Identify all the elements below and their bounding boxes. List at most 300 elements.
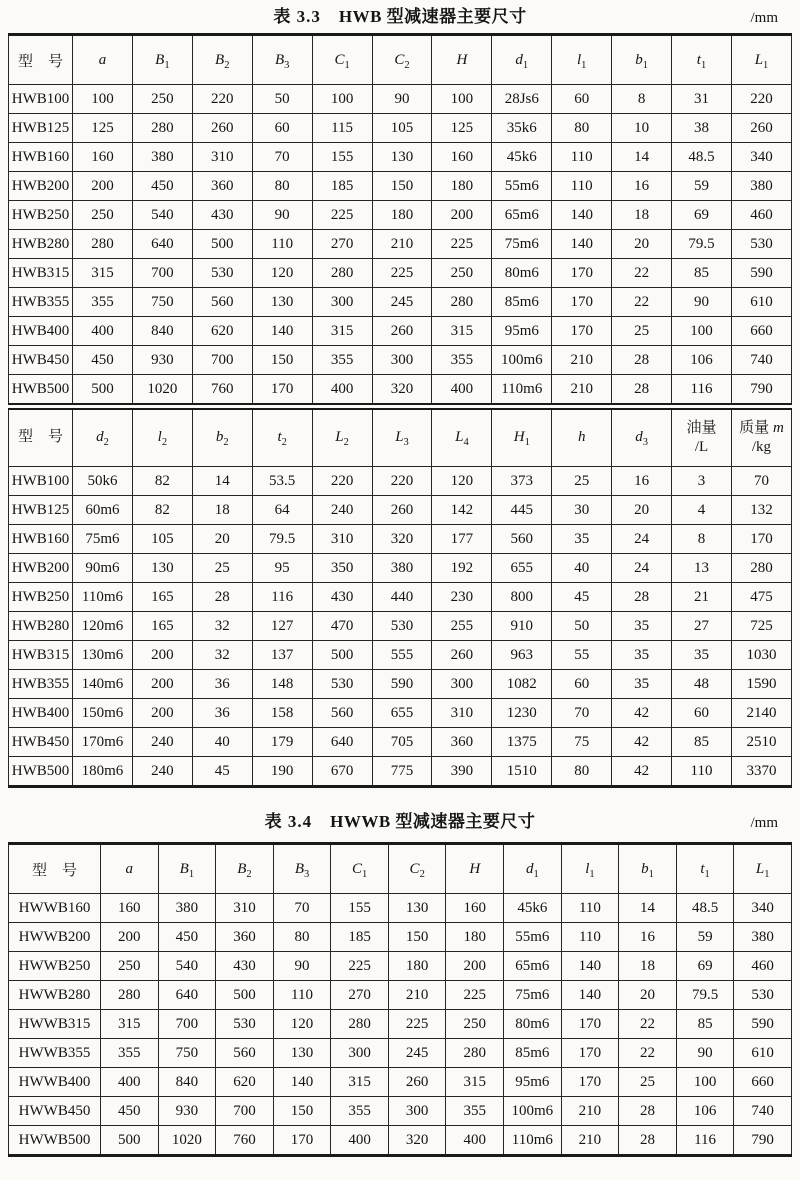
model-cell: HWB280 [9, 230, 73, 259]
value-cell: 200 [432, 201, 492, 230]
value-cell: 750 [158, 1039, 216, 1068]
value-cell: 640 [312, 728, 372, 757]
value-cell: 20 [612, 496, 672, 525]
value-cell: 90 [372, 85, 432, 114]
table-hwwb-dimensions [8, 842, 792, 1157]
value-cell: 380 [158, 894, 216, 923]
value-cell: 60 [672, 699, 732, 728]
value-cell: 400 [446, 1126, 504, 1156]
value-cell: 116 [676, 1126, 734, 1156]
value-cell: 450 [158, 923, 216, 952]
value-cell: 110 [561, 923, 619, 952]
column-header: $d_2$ [73, 407, 133, 467]
table-row [9, 525, 792, 554]
value-cell: 140 [252, 317, 312, 346]
value-cell: 28 [612, 375, 672, 407]
value-cell: 22 [612, 288, 672, 317]
value-cell: 210 [561, 1126, 619, 1156]
table-row [9, 894, 792, 923]
value-cell: 230 [432, 583, 492, 612]
value-cell: 2510 [731, 728, 791, 757]
value-cell: 475 [731, 583, 791, 612]
model-cell: HWB500 [9, 375, 73, 407]
value-cell: 530 [192, 259, 252, 288]
value-cell: 170 [731, 525, 791, 554]
value-cell: 280 [731, 554, 791, 583]
table-row [9, 699, 792, 728]
value-cell: 106 [672, 346, 732, 375]
value-cell: 21 [672, 583, 732, 612]
value-cell: 380 [731, 172, 791, 201]
value-cell: 210 [552, 346, 612, 375]
value-cell: 320 [388, 1126, 446, 1156]
value-cell: 42 [612, 728, 672, 757]
value-cell: 85m6 [504, 1039, 562, 1068]
value-cell: 45k6 [504, 894, 562, 923]
column-header: $b_1$ [619, 844, 677, 894]
table-row [9, 496, 792, 525]
value-cell: 85 [676, 1010, 734, 1039]
header-row [9, 35, 792, 85]
value-cell: 60 [552, 85, 612, 114]
value-cell: 200 [73, 172, 133, 201]
value-cell: 170 [561, 1010, 619, 1039]
value-cell: 80 [552, 114, 612, 143]
column-header: $H_1$ [492, 407, 552, 467]
value-cell: 280 [101, 981, 159, 1010]
model-cell: HWB355 [9, 670, 73, 699]
value-cell: 315 [101, 1010, 159, 1039]
value-cell: 25 [619, 1068, 677, 1097]
value-cell: 620 [192, 317, 252, 346]
value-cell: 760 [192, 375, 252, 407]
value-cell: 150 [388, 923, 446, 952]
value-cell: 160 [432, 143, 492, 172]
value-cell: 1020 [132, 375, 192, 407]
table-row [9, 85, 792, 114]
model-cell: HWB200 [9, 554, 73, 583]
header-row [9, 844, 792, 894]
value-cell: 100 [432, 85, 492, 114]
value-cell: 220 [372, 467, 432, 496]
value-cell: 150 [252, 346, 312, 375]
column-header: $b_1$ [612, 35, 672, 85]
value-cell: 200 [132, 641, 192, 670]
value-cell: 225 [312, 201, 372, 230]
value-cell: 125 [73, 114, 133, 143]
value-cell: 35 [612, 670, 672, 699]
value-cell: 430 [312, 583, 372, 612]
model-cell: HWB250 [9, 583, 73, 612]
value-cell: 60m6 [73, 496, 133, 525]
value-cell: 69 [672, 201, 732, 230]
value-cell: 380 [734, 923, 792, 952]
column-header: $C_1$ [331, 844, 389, 894]
value-cell: 725 [731, 612, 791, 641]
table-row [9, 346, 792, 375]
value-cell: 32 [192, 641, 252, 670]
value-cell: 315 [446, 1068, 504, 1097]
value-cell: 300 [331, 1039, 389, 1068]
value-cell: 800 [492, 583, 552, 612]
model-cell: HWWB280 [9, 981, 101, 1010]
value-cell: 120 [432, 467, 492, 496]
value-cell: 70 [252, 143, 312, 172]
value-cell: 315 [331, 1068, 389, 1097]
value-cell: 79.5 [676, 981, 734, 1010]
value-cell: 70 [273, 894, 331, 923]
column-header: $C_2$ [388, 844, 446, 894]
table-row [9, 757, 792, 787]
table-hwb-dimensions [8, 33, 792, 788]
value-cell: 1082 [492, 670, 552, 699]
value-cell: 14 [192, 467, 252, 496]
value-cell: 300 [312, 288, 372, 317]
table-row [9, 172, 792, 201]
value-cell: 225 [372, 259, 432, 288]
value-cell: 700 [216, 1097, 274, 1126]
value-cell: 65m6 [492, 201, 552, 230]
value-cell: 42 [612, 757, 672, 787]
value-cell: 36 [192, 699, 252, 728]
value-cell: 82 [132, 467, 192, 496]
value-cell: 355 [73, 288, 133, 317]
value-cell: 530 [372, 612, 432, 641]
value-cell: 170 [552, 317, 612, 346]
value-cell: 140 [561, 952, 619, 981]
table-row [9, 317, 792, 346]
value-cell: 35 [552, 525, 612, 554]
value-cell: 28Js6 [492, 85, 552, 114]
value-cell: 28 [619, 1097, 677, 1126]
model-cell: HWWB500 [9, 1126, 101, 1156]
value-cell: 31 [672, 85, 732, 114]
value-cell: 280 [331, 1010, 389, 1039]
model-cell: HWB315 [9, 641, 73, 670]
value-cell: 45k6 [492, 143, 552, 172]
value-cell: 106 [676, 1097, 734, 1126]
value-cell: 250 [432, 259, 492, 288]
value-cell: 400 [432, 375, 492, 407]
value-cell: 40 [192, 728, 252, 757]
table-row [9, 375, 792, 407]
value-cell: 140m6 [73, 670, 133, 699]
value-cell: 120 [273, 1010, 331, 1039]
value-cell: 240 [312, 496, 372, 525]
value-cell: 110 [552, 143, 612, 172]
value-cell: 100m6 [504, 1097, 562, 1126]
column-header: $B_3$ [252, 35, 312, 85]
value-cell: 400 [73, 317, 133, 346]
value-cell: 655 [372, 699, 432, 728]
value-cell: 35 [672, 641, 732, 670]
value-cell: 90 [252, 201, 312, 230]
column-header: a [101, 844, 159, 894]
column-header: 型 号 [9, 35, 73, 85]
value-cell: 360 [216, 923, 274, 952]
value-cell: 430 [192, 201, 252, 230]
column-header: $l_1$ [552, 35, 612, 85]
value-cell: 250 [132, 85, 192, 114]
value-cell: 170 [552, 259, 612, 288]
value-cell: 590 [731, 259, 791, 288]
value-cell: 700 [192, 346, 252, 375]
value-cell: 260 [731, 114, 791, 143]
value-cell: 450 [73, 346, 133, 375]
header-row [9, 407, 792, 467]
column-header: $B_3$ [273, 844, 331, 894]
value-cell: 24 [612, 525, 672, 554]
value-cell: 310 [216, 894, 274, 923]
value-cell: 620 [216, 1068, 274, 1097]
value-cell: 450 [101, 1097, 159, 1126]
value-cell: 280 [73, 230, 133, 259]
value-cell: 350 [312, 554, 372, 583]
value-cell: 137 [252, 641, 312, 670]
value-cell: 48.5 [672, 143, 732, 172]
value-cell: 14 [619, 894, 677, 923]
value-cell: 115 [312, 114, 372, 143]
table-row [9, 728, 792, 757]
column-header: $L_1$ [731, 35, 791, 85]
value-cell: 500 [101, 1126, 159, 1156]
value-cell: 445 [492, 496, 552, 525]
value-cell: 28 [612, 583, 672, 612]
value-cell: 10 [612, 114, 672, 143]
column-header: $C_2$ [372, 35, 432, 85]
value-cell: 500 [312, 641, 372, 670]
value-cell: 140 [561, 981, 619, 1010]
value-cell: 460 [731, 201, 791, 230]
value-cell: 150 [372, 172, 432, 201]
value-cell: 55m6 [492, 172, 552, 201]
value-cell: 315 [432, 317, 492, 346]
value-cell: 210 [561, 1097, 619, 1126]
table-row [9, 1068, 792, 1097]
value-cell: 190 [252, 757, 312, 787]
value-cell: 30 [552, 496, 612, 525]
value-cell: 69 [676, 952, 734, 981]
table-row [9, 612, 792, 641]
value-cell: 660 [734, 1068, 792, 1097]
value-cell: 130m6 [73, 641, 133, 670]
column-header: $d_3$ [612, 407, 672, 467]
value-cell: 270 [312, 230, 372, 259]
table-3-4-caption-label: 表 3.4 [264, 812, 313, 831]
value-cell: 270 [331, 981, 389, 1010]
value-cell: 555 [372, 641, 432, 670]
value-cell: 100 [676, 1068, 734, 1097]
table-row [9, 1097, 792, 1126]
value-cell: 22 [619, 1010, 677, 1039]
value-cell: 25 [192, 554, 252, 583]
value-cell: 250 [101, 952, 159, 981]
value-cell: 260 [372, 496, 432, 525]
value-cell: 340 [734, 894, 792, 923]
value-cell: 4 [672, 496, 732, 525]
value-cell: 170 [273, 1126, 331, 1156]
value-cell: 255 [432, 612, 492, 641]
value-cell: 355 [101, 1039, 159, 1068]
value-cell: 95 [252, 554, 312, 583]
column-header: 油量 /L [672, 407, 732, 467]
value-cell: 660 [731, 317, 791, 346]
value-cell: 85m6 [492, 288, 552, 317]
model-cell: HWWB160 [9, 894, 101, 923]
value-cell: 53.5 [252, 467, 312, 496]
column-header: $t_1$ [672, 35, 732, 85]
table-row [9, 467, 792, 496]
value-cell: 400 [331, 1126, 389, 1156]
value-cell: 165 [132, 612, 192, 641]
value-cell: 42 [612, 699, 672, 728]
value-cell: 360 [192, 172, 252, 201]
column-header: $B_2$ [216, 844, 274, 894]
value-cell: 220 [312, 467, 372, 496]
value-cell: 530 [734, 981, 792, 1010]
value-cell: 16 [619, 923, 677, 952]
value-cell: 560 [216, 1039, 274, 1068]
value-cell: 170m6 [73, 728, 133, 757]
value-cell: 700 [132, 259, 192, 288]
value-cell: 75m6 [73, 525, 133, 554]
value-cell: 155 [331, 894, 389, 923]
value-cell: 60 [252, 114, 312, 143]
value-cell: 530 [216, 1010, 274, 1039]
value-cell: 35k6 [492, 114, 552, 143]
value-cell: 355 [432, 346, 492, 375]
value-cell: 50 [252, 85, 312, 114]
value-cell: 185 [331, 923, 389, 952]
value-cell: 640 [132, 230, 192, 259]
value-cell: 300 [432, 670, 492, 699]
value-cell: 100 [312, 85, 372, 114]
column-header: $L_4$ [432, 407, 492, 467]
column-header: 型 号 [9, 407, 73, 467]
value-cell: 55 [552, 641, 612, 670]
value-cell: 13 [672, 554, 732, 583]
value-cell: 14 [612, 143, 672, 172]
value-cell: 280 [432, 288, 492, 317]
value-cell: 225 [446, 981, 504, 1010]
value-cell: 130 [273, 1039, 331, 1068]
value-cell: 930 [132, 346, 192, 375]
table-3-4-caption-title: HWWB 型减速器主要尺寸 [330, 812, 536, 831]
value-cell: 320 [372, 375, 432, 407]
model-cell: HWB125 [9, 496, 73, 525]
value-cell: 18 [612, 201, 672, 230]
value-cell: 840 [132, 317, 192, 346]
value-cell: 79.5 [252, 525, 312, 554]
value-cell: 355 [331, 1097, 389, 1126]
value-cell: 220 [731, 85, 791, 114]
model-cell: HWB125 [9, 114, 73, 143]
value-cell: 20 [619, 981, 677, 1010]
value-cell: 655 [492, 554, 552, 583]
value-cell: 840 [158, 1068, 216, 1097]
table-row [9, 143, 792, 172]
value-cell: 930 [158, 1097, 216, 1126]
model-cell: HWB355 [9, 288, 73, 317]
value-cell: 80m6 [504, 1010, 562, 1039]
value-cell: 18 [192, 496, 252, 525]
value-cell: 200 [446, 952, 504, 981]
value-cell: 500 [216, 981, 274, 1010]
value-cell: 48.5 [676, 894, 734, 923]
column-header: H [446, 844, 504, 894]
value-cell: 40 [552, 554, 612, 583]
value-cell: 280 [132, 114, 192, 143]
value-cell: 245 [388, 1039, 446, 1068]
column-header: $l_2$ [132, 407, 192, 467]
value-cell: 95m6 [504, 1068, 562, 1097]
value-cell: 22 [612, 259, 672, 288]
value-cell: 22 [619, 1039, 677, 1068]
table-row [9, 981, 792, 1010]
value-cell: 3370 [731, 757, 791, 787]
value-cell: 280 [446, 1039, 504, 1068]
value-cell: 440 [372, 583, 432, 612]
value-cell: 1020 [158, 1126, 216, 1156]
value-cell: 170 [561, 1039, 619, 1068]
model-cell: HWWB250 [9, 952, 101, 981]
table-row [9, 201, 792, 230]
value-cell: 1230 [492, 699, 552, 728]
value-cell: 3 [672, 467, 732, 496]
column-header: $d_1$ [504, 844, 562, 894]
column-header: 质量 m /kg [731, 407, 791, 467]
value-cell: 65m6 [504, 952, 562, 981]
model-cell: HWB450 [9, 346, 73, 375]
value-cell: 200 [132, 670, 192, 699]
column-header: $t_2$ [252, 407, 312, 467]
model-cell: HWB160 [9, 143, 73, 172]
value-cell: 355 [446, 1097, 504, 1126]
value-cell: 27 [672, 612, 732, 641]
value-cell: 560 [192, 288, 252, 317]
table-3-3-caption-title: HWB 型减速器主要尺寸 [338, 7, 527, 26]
value-cell: 225 [432, 230, 492, 259]
table-row [9, 670, 792, 699]
value-cell: 110 [552, 172, 612, 201]
value-cell: 110m6 [504, 1126, 562, 1156]
column-header: a [73, 35, 133, 85]
value-cell: 740 [731, 346, 791, 375]
value-cell: 70 [731, 467, 791, 496]
value-cell: 165 [132, 583, 192, 612]
value-cell: 750 [132, 288, 192, 317]
value-cell: 100 [672, 317, 732, 346]
value-cell: 185 [312, 172, 372, 201]
value-cell: 310 [312, 525, 372, 554]
value-cell: 20 [612, 230, 672, 259]
value-cell: 35 [612, 612, 672, 641]
value-cell: 315 [73, 259, 133, 288]
table-row [9, 641, 792, 670]
value-cell: 24 [612, 554, 672, 583]
value-cell: 132 [731, 496, 791, 525]
value-cell: 75m6 [492, 230, 552, 259]
value-cell: 160 [101, 894, 159, 923]
value-cell: 740 [734, 1097, 792, 1126]
column-header: h [552, 407, 612, 467]
value-cell: 210 [552, 375, 612, 407]
column-header: $B_1$ [132, 35, 192, 85]
value-cell: 140 [552, 230, 612, 259]
model-cell: HWB500 [9, 757, 73, 787]
value-cell: 340 [731, 143, 791, 172]
value-cell: 45 [192, 757, 252, 787]
